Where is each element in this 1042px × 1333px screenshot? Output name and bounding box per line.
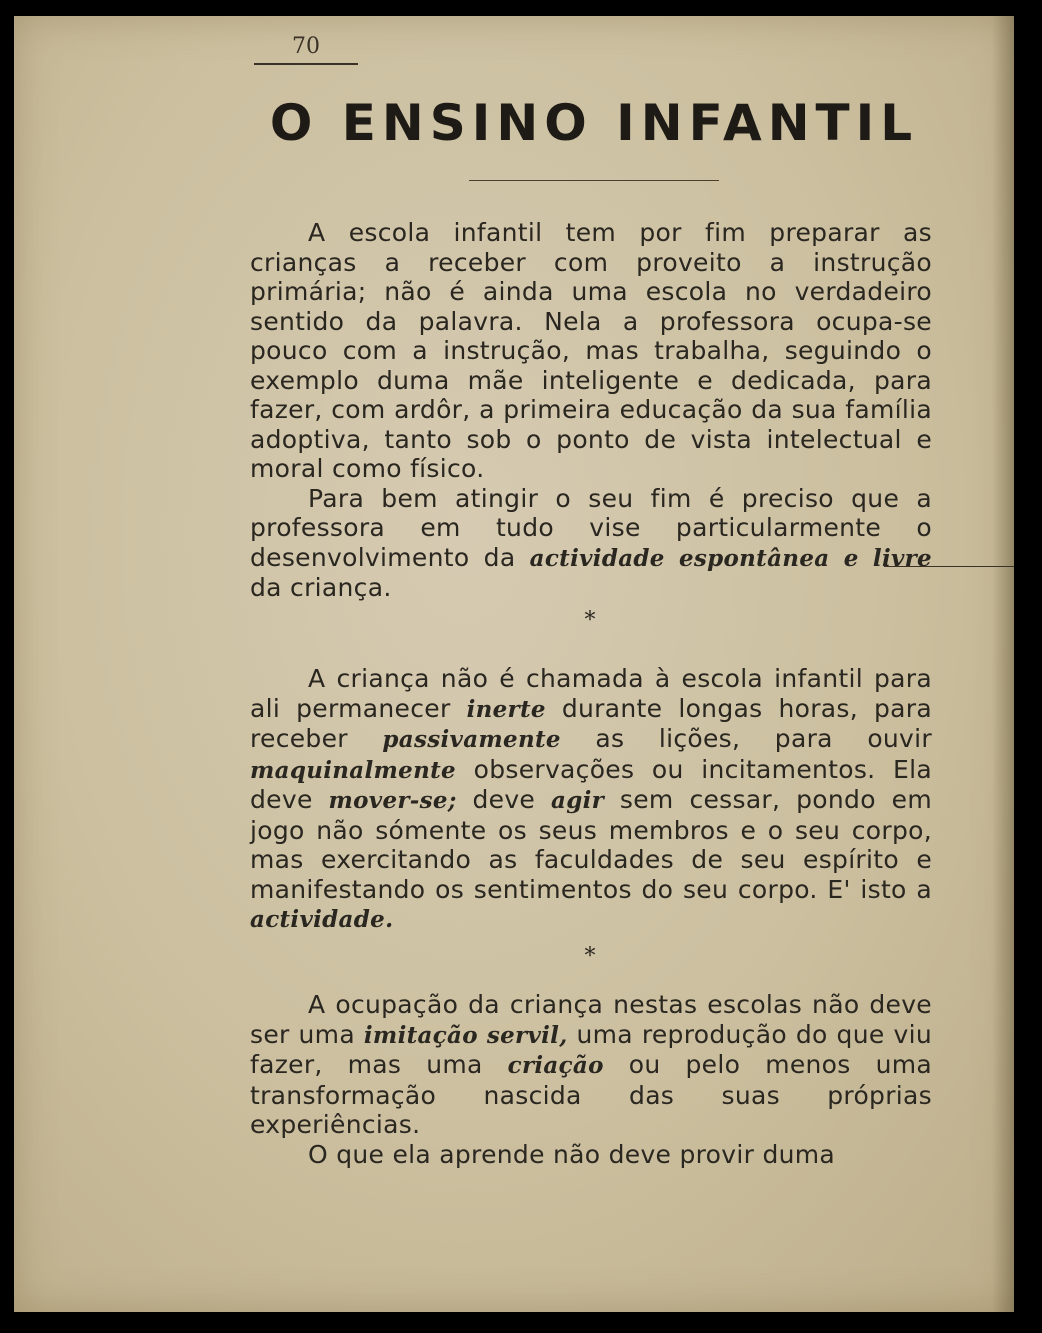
page-edge — [992, 16, 1014, 1312]
page-sheet — [14, 16, 1014, 1312]
paragraph — [250, 990, 932, 1140]
text-run: A criança não é chamada à escola infantil para ali permanecer — [250, 664, 932, 723]
section-3 — [250, 990, 932, 1169]
title-rule — [469, 180, 719, 181]
text-run: durante longas horas, para receber — [250, 693, 932, 753]
paragraph: O que ela aprende não deve provir duma — [308, 1139, 836, 1169]
text-run: A ocupação da criança nestas escolas não deve ser uma — [250, 990, 932, 1049]
page-title: O ENSINO INFANTIL — [269, 94, 919, 152]
text-run: da criança. — [250, 573, 392, 602]
text-run: observações ou incitamentos. Ela deve — [250, 754, 932, 814]
section-separator: * — [584, 608, 596, 633]
paragraph — [250, 664, 932, 935]
emphasis: espontânea e livre — [678, 544, 932, 572]
emphasis: inerte — [466, 695, 546, 723]
paragraph — [250, 484, 932, 603]
section-1 — [250, 218, 932, 603]
section-separator: * — [584, 944, 596, 969]
emphasis: criação — [507, 1052, 604, 1079]
text-run: sem cessar, pondo em jogo não sómente os seus membros e o seu corpo, mas exercitando as faculdades de seu espírito e manifestando os sentimentos do seu corpo. E' isto a — [250, 785, 933, 904]
text-run: Para bem atingir o seu fim é preciso que a professora em tudo vise particularmente o desenvolvimento da — [250, 483, 932, 572]
emphasis: actividade. — [250, 906, 394, 933]
text-run: ou pelo menos uma transformação nascida das suas próprias experiências. — [250, 1050, 932, 1139]
page-number: 70 — [254, 34, 358, 65]
paragraph: A escola infantil tem por fim preparar as crianças a receber com proveito a instrução primária; não é ainda uma escola no verdadeiro sentido da palavra. Nela a professora ocupa-se pouco com a instrução, mas trabalha, seguindo o exemplo duma mãe inteligente e dedicada, para fazer, com ardôr, a primeira educação da sua família adoptiva, tanto sob o ponto de vista intelectual e moral como físico. — [250, 218, 932, 483]
text-run: deve — [456, 785, 551, 814]
margin-line — [884, 566, 1014, 567]
text-run: uma reprodução do que viu fazer, mas uma — [250, 1019, 932, 1079]
emphasis: passivamente — [382, 726, 561, 753]
emphasis: actividade — [529, 544, 665, 572]
emphasis: imitação servil, — [363, 1021, 568, 1049]
section-2 — [250, 664, 932, 935]
emphasis: mover-se; — [328, 787, 457, 814]
emphasis: maquinalmente — [250, 756, 456, 784]
text-run — [665, 543, 679, 572]
emphasis: agir — [551, 787, 605, 814]
text-run: as lições, para ouvir — [560, 724, 932, 753]
